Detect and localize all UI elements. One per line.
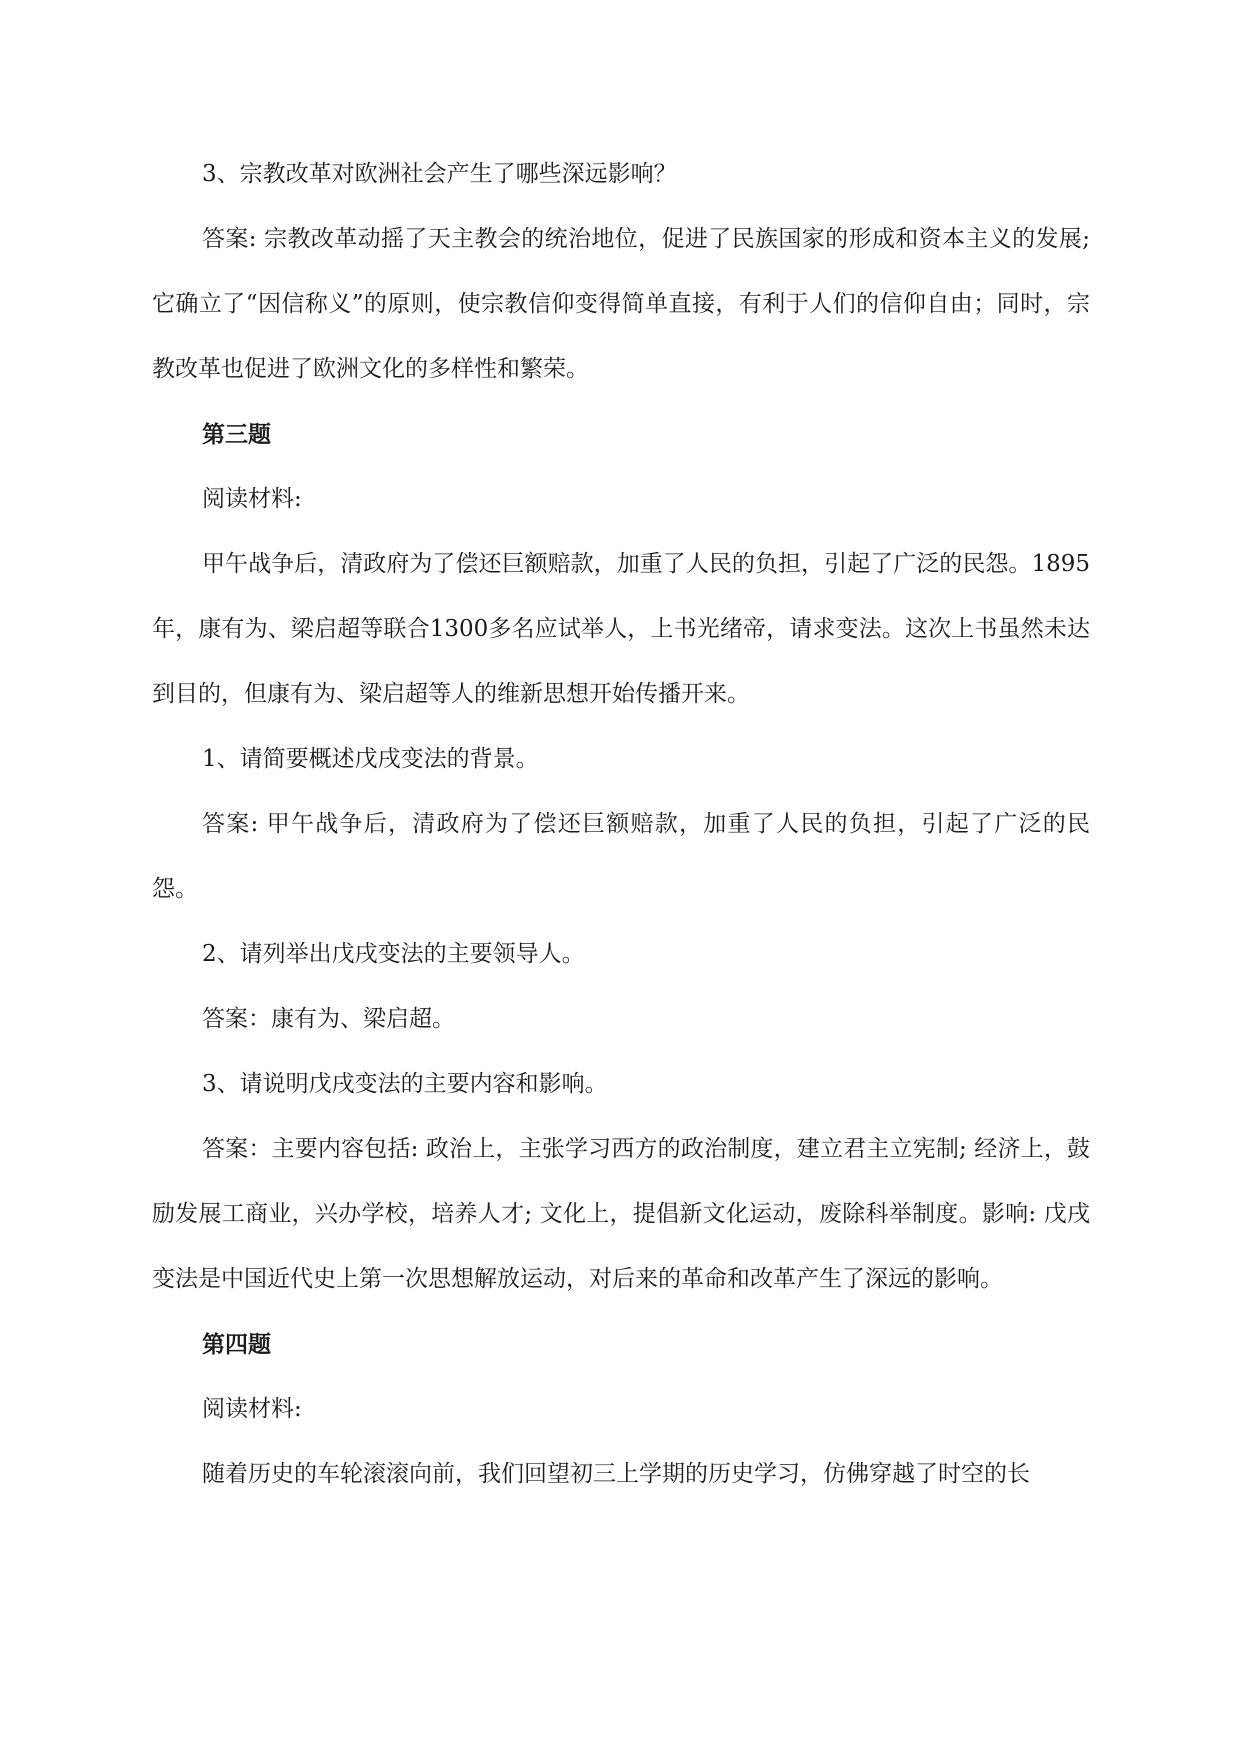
question-paragraph: 3、宗教改革对欧洲社会产生了哪些深远影响？: [202, 161, 677, 187]
material-paragraph: 随着历史的车轮滚滚向前，我们回望初三上学期的历史学习，仿佛穿越了时空的长: [202, 1461, 1030, 1487]
answer-paragraph: 答案: 宗教改革动摇了天主教会的统治地位，促进了民族国家的形成和资本主义的发展; 它确立了“因信称义”的原则，使宗教信仰变得简单直接，有利于人们的信仰自由；同时，宗教改革也促进了欧洲文化的多样性和繁荣。: [152, 226, 1090, 382]
material-label: 阅读材料:: [202, 486, 302, 512]
material-label: 阅读材料:: [202, 1396, 302, 1422]
question-paragraph: 1、请简要概述戊戌变法的背景。: [202, 746, 539, 772]
answer-paragraph: 答案: 甲午战争后，清政府为了偿还巨额赔款，加重了人民的负担，引起了广泛的民怨。: [152, 811, 1090, 902]
answer-paragraph: 答案：主要内容包括: 政治上，主张学习西方的政治制度，建立君主立宪制; 经济上，鼓励发展工商业，兴办学校，培养人才; 文化上，提倡新文化运动，废除科举制度。影响: 戊戌变法是中国近代史上第一次思想解放运动，对后来的革命和改革产生了深远的影响。: [152, 1136, 1090, 1292]
question-paragraph: 3、请说明戊戌变法的主要内容和影响。: [202, 1071, 608, 1097]
question-paragraph: 2、请列举出戊戌变法的主要领导人。: [202, 941, 585, 967]
section-heading: 第四题: [202, 1331, 271, 1358]
material-paragraph: 甲午战争后，清政府为了偿还巨额赔款，加重了人民的负担，引起了广泛的民怨。1895年，康有为、梁启超等联合1300多名应试举人，上书光绪帝，请求变法。这次上书虽然未达到目的，但康有为、梁启超等人的维新思想开始传播开来。: [152, 551, 1090, 707]
answer-paragraph: 答案：康有为、梁启超。: [202, 1006, 455, 1032]
document-body: [152, 142, 1090, 1507]
section-heading: 第三题: [202, 421, 271, 448]
